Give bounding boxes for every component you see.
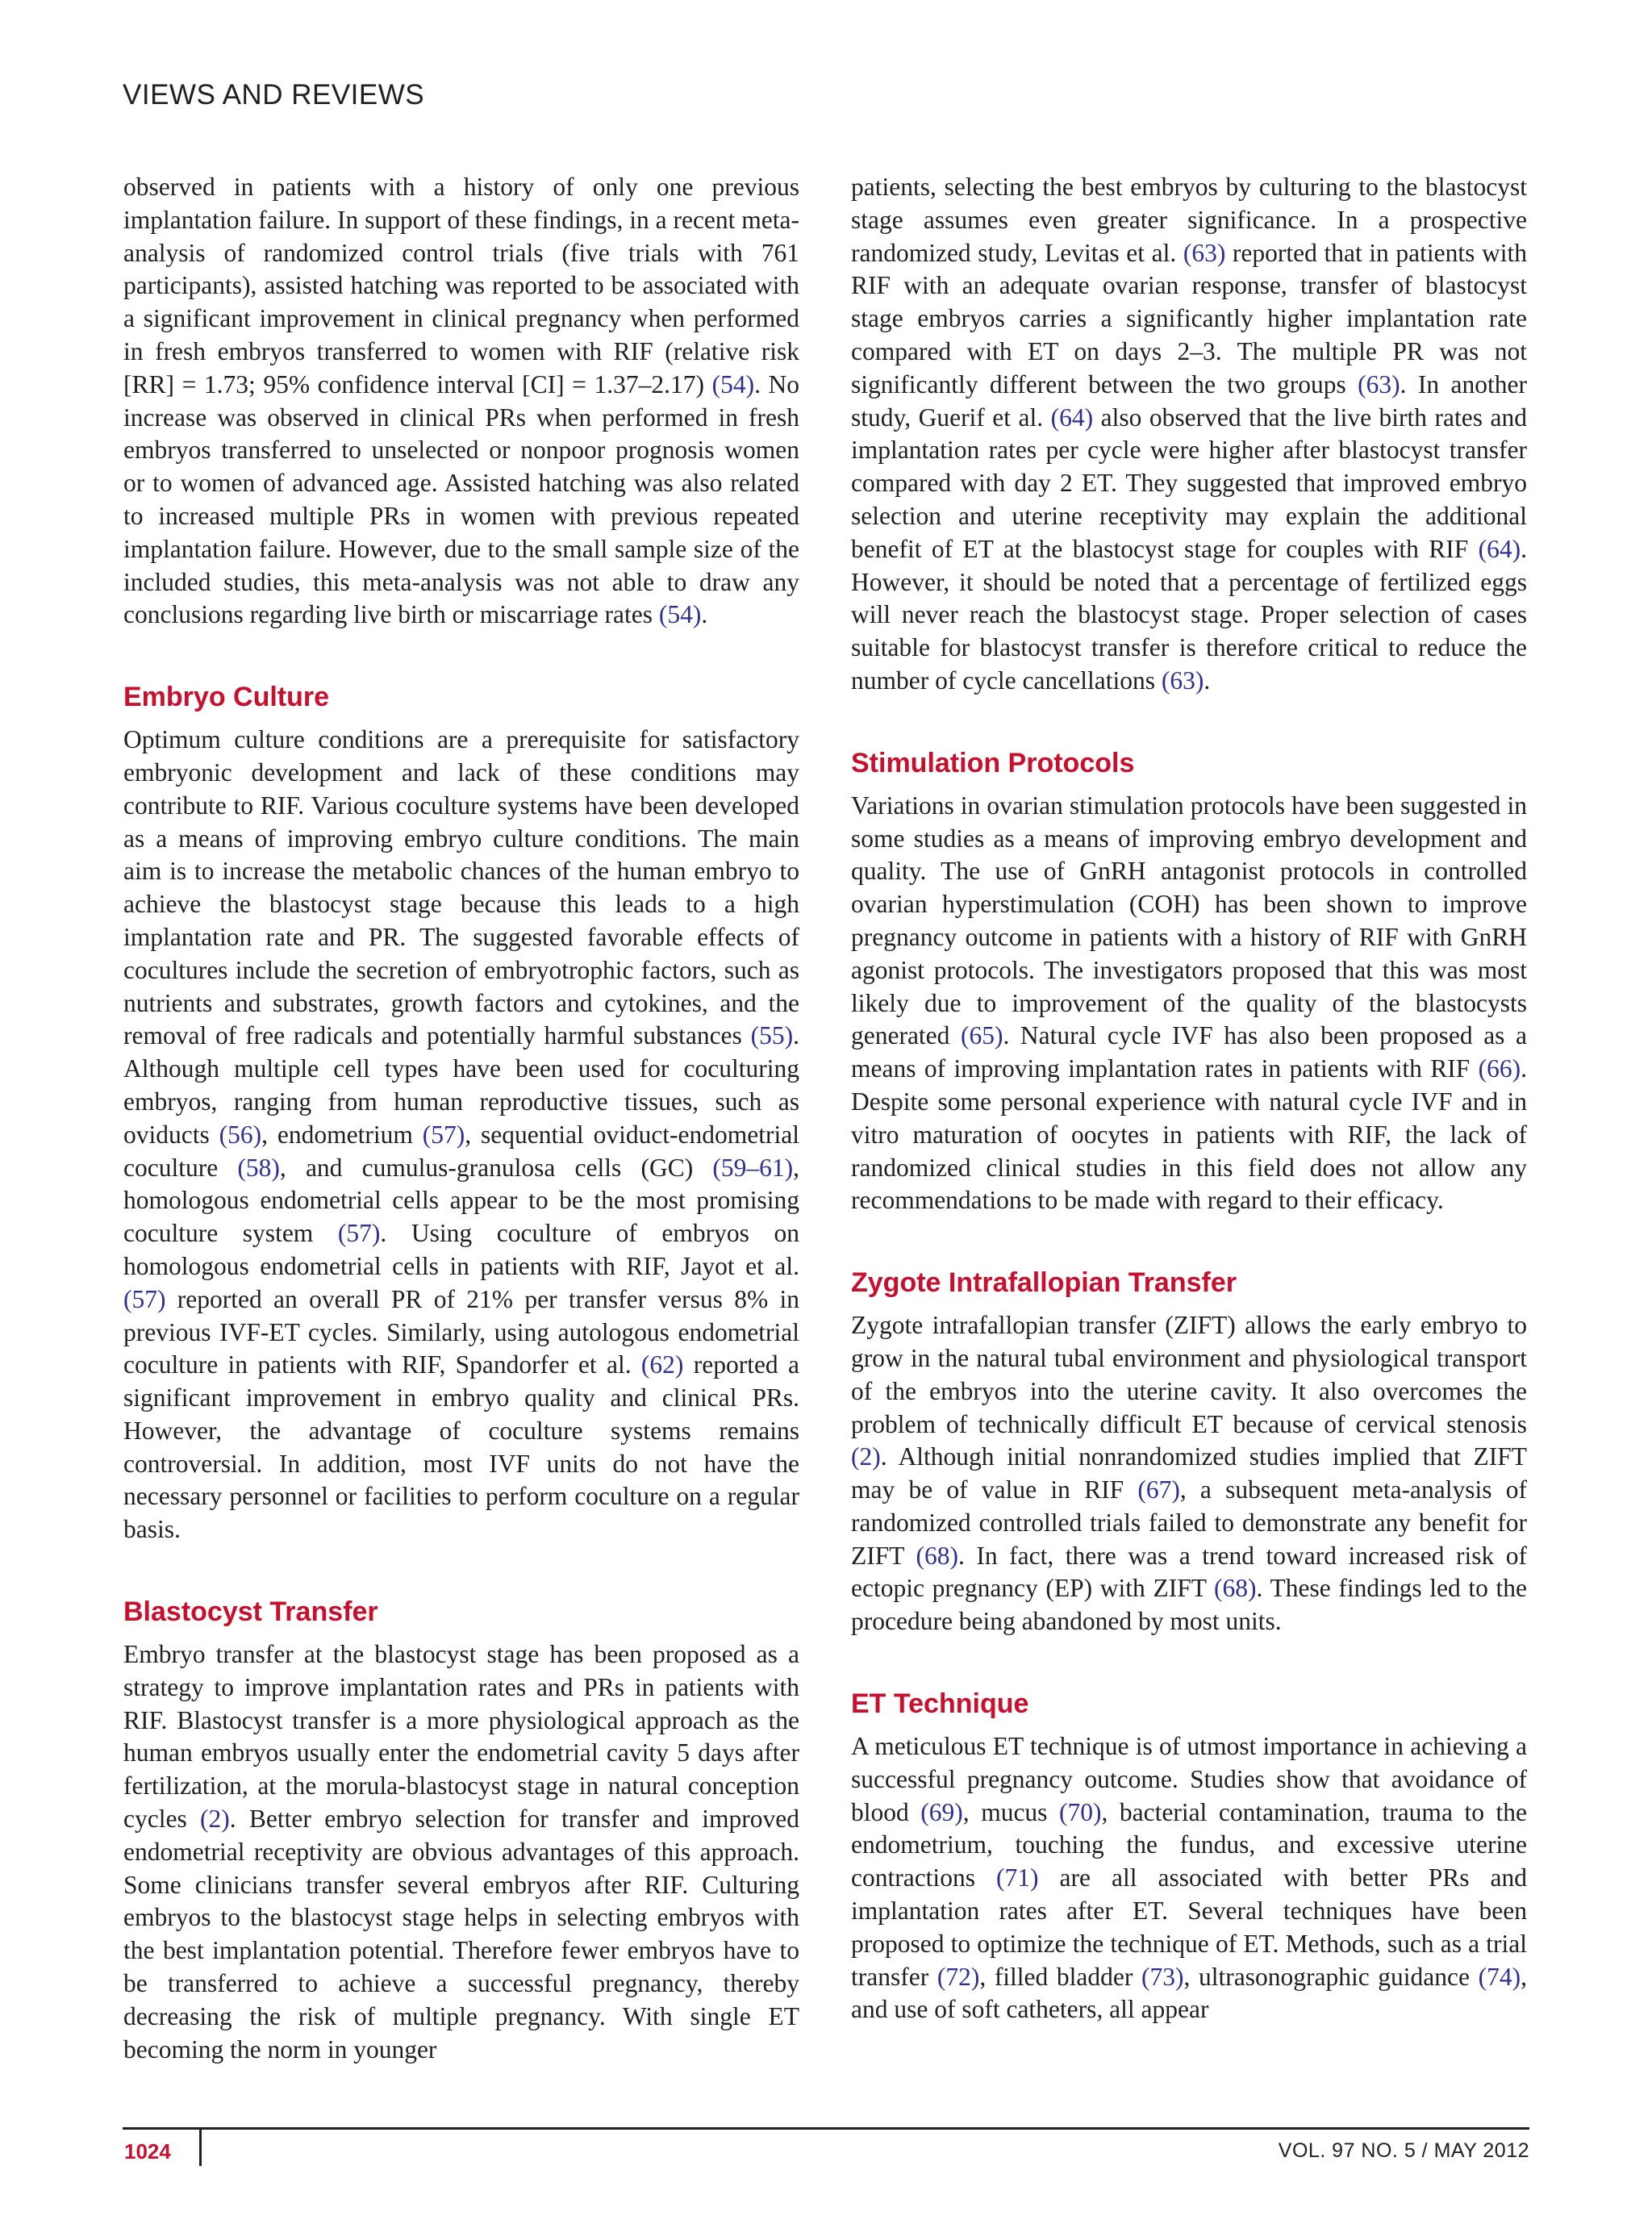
paragraph: observed in patients with a history of only one previous implantation failure. In support of these findings, in a recent meta-analysis of randomized control trials (five trials with 761 participants), assisted hatching was reported to be associated with a significant improvement in clinical pregnancy when performed in fresh embryos transferred to women with RIF (relative risk [RR] = 1.73; 95% confidence interval [CI] = 1.37–2.17) (54). No increase was observed in clinical PRs when performed in fresh embryos transferred to unselected or nonpoor prognosis women or to women of advanced age. Assisted hatching was also related to increased multiple PRs in women with previous repeated implantation failure. However, due to the small sample size of the included studies, this meta-analysis was not able to draw any conclusions regarding live birth or miscarriage rates (54).: [123, 173, 799, 629]
citation-link[interactable]: (59–61): [712, 1153, 794, 1182]
section-heading-zift: Zygote Intrafallopian Transfer: [851, 1267, 1237, 1299]
left-column: [123, 171, 799, 2066]
paragraph: A meticulous ET technique is of utmost importance in achieving a successful pregnancy outcome. Studies show that avoidance of blood (69), mucus (70), bacterial contamination, trauma to the endometrium, touching the fundus, and excessive uterine contractions (71) are all associated with better PRs and implantation rates after ET. Several techniques have been proposed to optimize the technique of ET. Methods, such as a trial transfer (72), filled bladder (73), ultrasonographic guidance (74), and use of soft catheters, all appear: [851, 1732, 1528, 2024]
citation-link[interactable]: (64): [1478, 534, 1521, 563]
citation-link[interactable]: (57): [123, 1284, 166, 1313]
running-head: VIEWS AND REVIEWS: [123, 79, 425, 111]
citation-link[interactable]: (67): [1137, 1475, 1180, 1504]
citation-link[interactable]: (57): [337, 1219, 381, 1248]
citation-link[interactable]: (72): [937, 1962, 980, 1991]
citation-link[interactable]: (68): [916, 1541, 958, 1570]
citation-link[interactable]: (71): [995, 1863, 1039, 1892]
citation-link[interactable]: (2): [200, 1805, 230, 1834]
citation-link[interactable]: (69): [920, 1797, 963, 1826]
citation-link[interactable]: (70): [1058, 1797, 1102, 1826]
citation-link[interactable]: (54): [711, 369, 755, 399]
section-heading-blastocyst-transfer: Blastocyst Transfer: [123, 1596, 378, 1628]
citation-link[interactable]: (54): [658, 600, 702, 629]
citation-link[interactable]: (63): [1161, 666, 1204, 695]
citation-link[interactable]: (68): [1214, 1574, 1257, 1603]
footer-rule: [123, 2127, 1529, 2130]
citation-link[interactable]: (66): [1478, 1054, 1521, 1083]
footer-divider: [199, 2127, 202, 2166]
section-heading-stimulation-protocols: Stimulation Protocols: [851, 747, 1135, 778]
citation-link[interactable]: (62): [640, 1350, 684, 1379]
page-number: 1024: [124, 2139, 171, 2164]
citation-link[interactable]: (74): [1478, 1962, 1521, 1991]
paragraph: patients, selecting the best embryos by culturing to the blastocyst stage assumes even greater significance. In a prospective randomized study, Levitas et al. (63) reported that in patients with RIF with an adequate ovarian response, transfer of blastocyst stage embryos carries a significantly higher implantation rate compared with ET on days 2–3. The multiple PR was not significantly different between the two groups (63). In another study, Guerif et al. (64) also observed that the live birth rates and implantation rates per cycle were higher after blastocyst transfer compared with day 2 ET. They suggested that improved embryo selection and uterine receptivity may explain the additional benefit of ET at the blastocyst stage for couples with RIF (64). However, it should be noted that a percentage of fertilized eggs will never reach the blastocyst stage. Proper selection of cases suitable for blastocyst transfer is therefore critical to reduce the number of cycle cancellations (63).: [851, 173, 1527, 695]
paragraph: Variations in ovarian stimulation protocols have been suggested in some studies as a means of improving embryo development and quality. The use of GnRH antagonist protocols in controlled ovarian hyperstimulation (COH) has been shown to improve pregnancy outcome in patients with a history of RIF with GnRH agonist protocols. The investigators proposed that this was most likely due to improvement of the quality of the blastocysts generated (65). Natural cycle IVF has also been proposed as a means of improving implantation rates in patients with RIF (66). Despite some personal experience with natural cycle IVF and in vitro maturation of oocytes in patients with RIF, the lack of randomized clinical studies in this field does not allow any recommendations to be made with regard to their efficacy.: [851, 791, 1527, 1215]
citation-link[interactable]: (56): [219, 1120, 262, 1149]
paragraph: Zygote intrafallopian transfer (ZIFT) allows the early embryo to grow in the natural tubal environment and physiological transport of the embryos into the uterine cavity. It also overcomes the problem of technically difficult ET because of cervical stenosis (2). Although initial nonrandomized studies implied that ZIFT may be of value in RIF (67), a subsequent meta-analysis of randomized controlled trials failed to demonstrate any benefit for ZIFT (68). In fact, there was a trend toward increased risk of ectopic pregnancy (EP) with ZIFT (68). These findings led to the procedure being abandoned by most units.: [851, 1311, 1527, 1636]
citation-link[interactable]: (63): [1358, 369, 1400, 399]
issue-info: VOL. 97 NO. 5 / MAY 2012: [1278, 2139, 1529, 2162]
section-heading-embryo-culture: Embryo Culture: [123, 682, 330, 713]
paragraph: Optimum culture conditions are a prerequisite for satisfactory embryonic development and lack of these conditions may contribute to RIF. Various coculture systems have been developed as a means of improving embryo culture conditions. The main aim is to increase the metabolic chances of the human embryo to achieve the blastocyst stage because this leads to a high implantation rate and PR. The suggested favorable effects of cocultures include the secretion of embryotrophic factors, such as nutrients and substrates, growth factors and cytokines, and the removal of free radicals and potentially harmful substances (55). Although multiple cell types have been used for coculturing embryos, ranging from human reproductive tissues, such as oviducts (56), endometrium (57), sequential oviduct-endometrial coculture (58), and cumulus-granulosa cells (GC) (59–61), homologous endometrial cells appear to be the most promising coculture system (57). Using coculture of embryos on homologous endometrial cells in patients with RIF, Jayot et al. (57) reported an overall PR of 21% per transfer versus 8% in previous IVF-ET cycles. Similarly, using autologous endometrial coculture in patients with RIF, Spandorfer et al. (62) reported a significant improvement in embryo quality and clinical PRs. However, the advantage of coculture systems remains controversial. In addition, most IVF units do not have the necessary personnel or facilities to perform coculture on a regular basis.: [123, 725, 800, 1544]
citation-link[interactable]: (2): [851, 1442, 881, 1471]
paragraph: Embryo transfer at the blastocyst stage has been proposed as a strategy to improve implantation rates and PRs in patients with RIF. Blastocyst transfer is a more physiological approach as the human embryos usually enter the endometrial cavity 5 days after fertilization, at the morula-blastocyst stage in natural conception cycles (2). Better embryo selection for transfer and improved endometrial receptivity are obvious advantages of this approach. Some clinicians transfer several embryos after RIF. Culturing embryos to the blastocyst stage helps in selecting embryos with the best implantation potential. Therefore fewer embryos have to be transferred to achieve a successful pregnancy, thereby decreasing the risk of multiple pregnancy. With single ET becoming the norm in younger: [123, 1640, 799, 2064]
citation-link[interactable]: (64): [1050, 403, 1094, 432]
section-heading-et-technique: ET Technique: [851, 1688, 1029, 1720]
citation-link[interactable]: (65): [960, 1021, 1003, 1050]
right-column: [851, 171, 1527, 2026]
citation-link[interactable]: (63): [1183, 238, 1226, 267]
citation-link[interactable]: (57): [422, 1120, 465, 1149]
citation-link[interactable]: (58): [237, 1153, 280, 1182]
citation-link[interactable]: (73): [1141, 1962, 1184, 1991]
citation-link[interactable]: (55): [750, 1021, 794, 1050]
